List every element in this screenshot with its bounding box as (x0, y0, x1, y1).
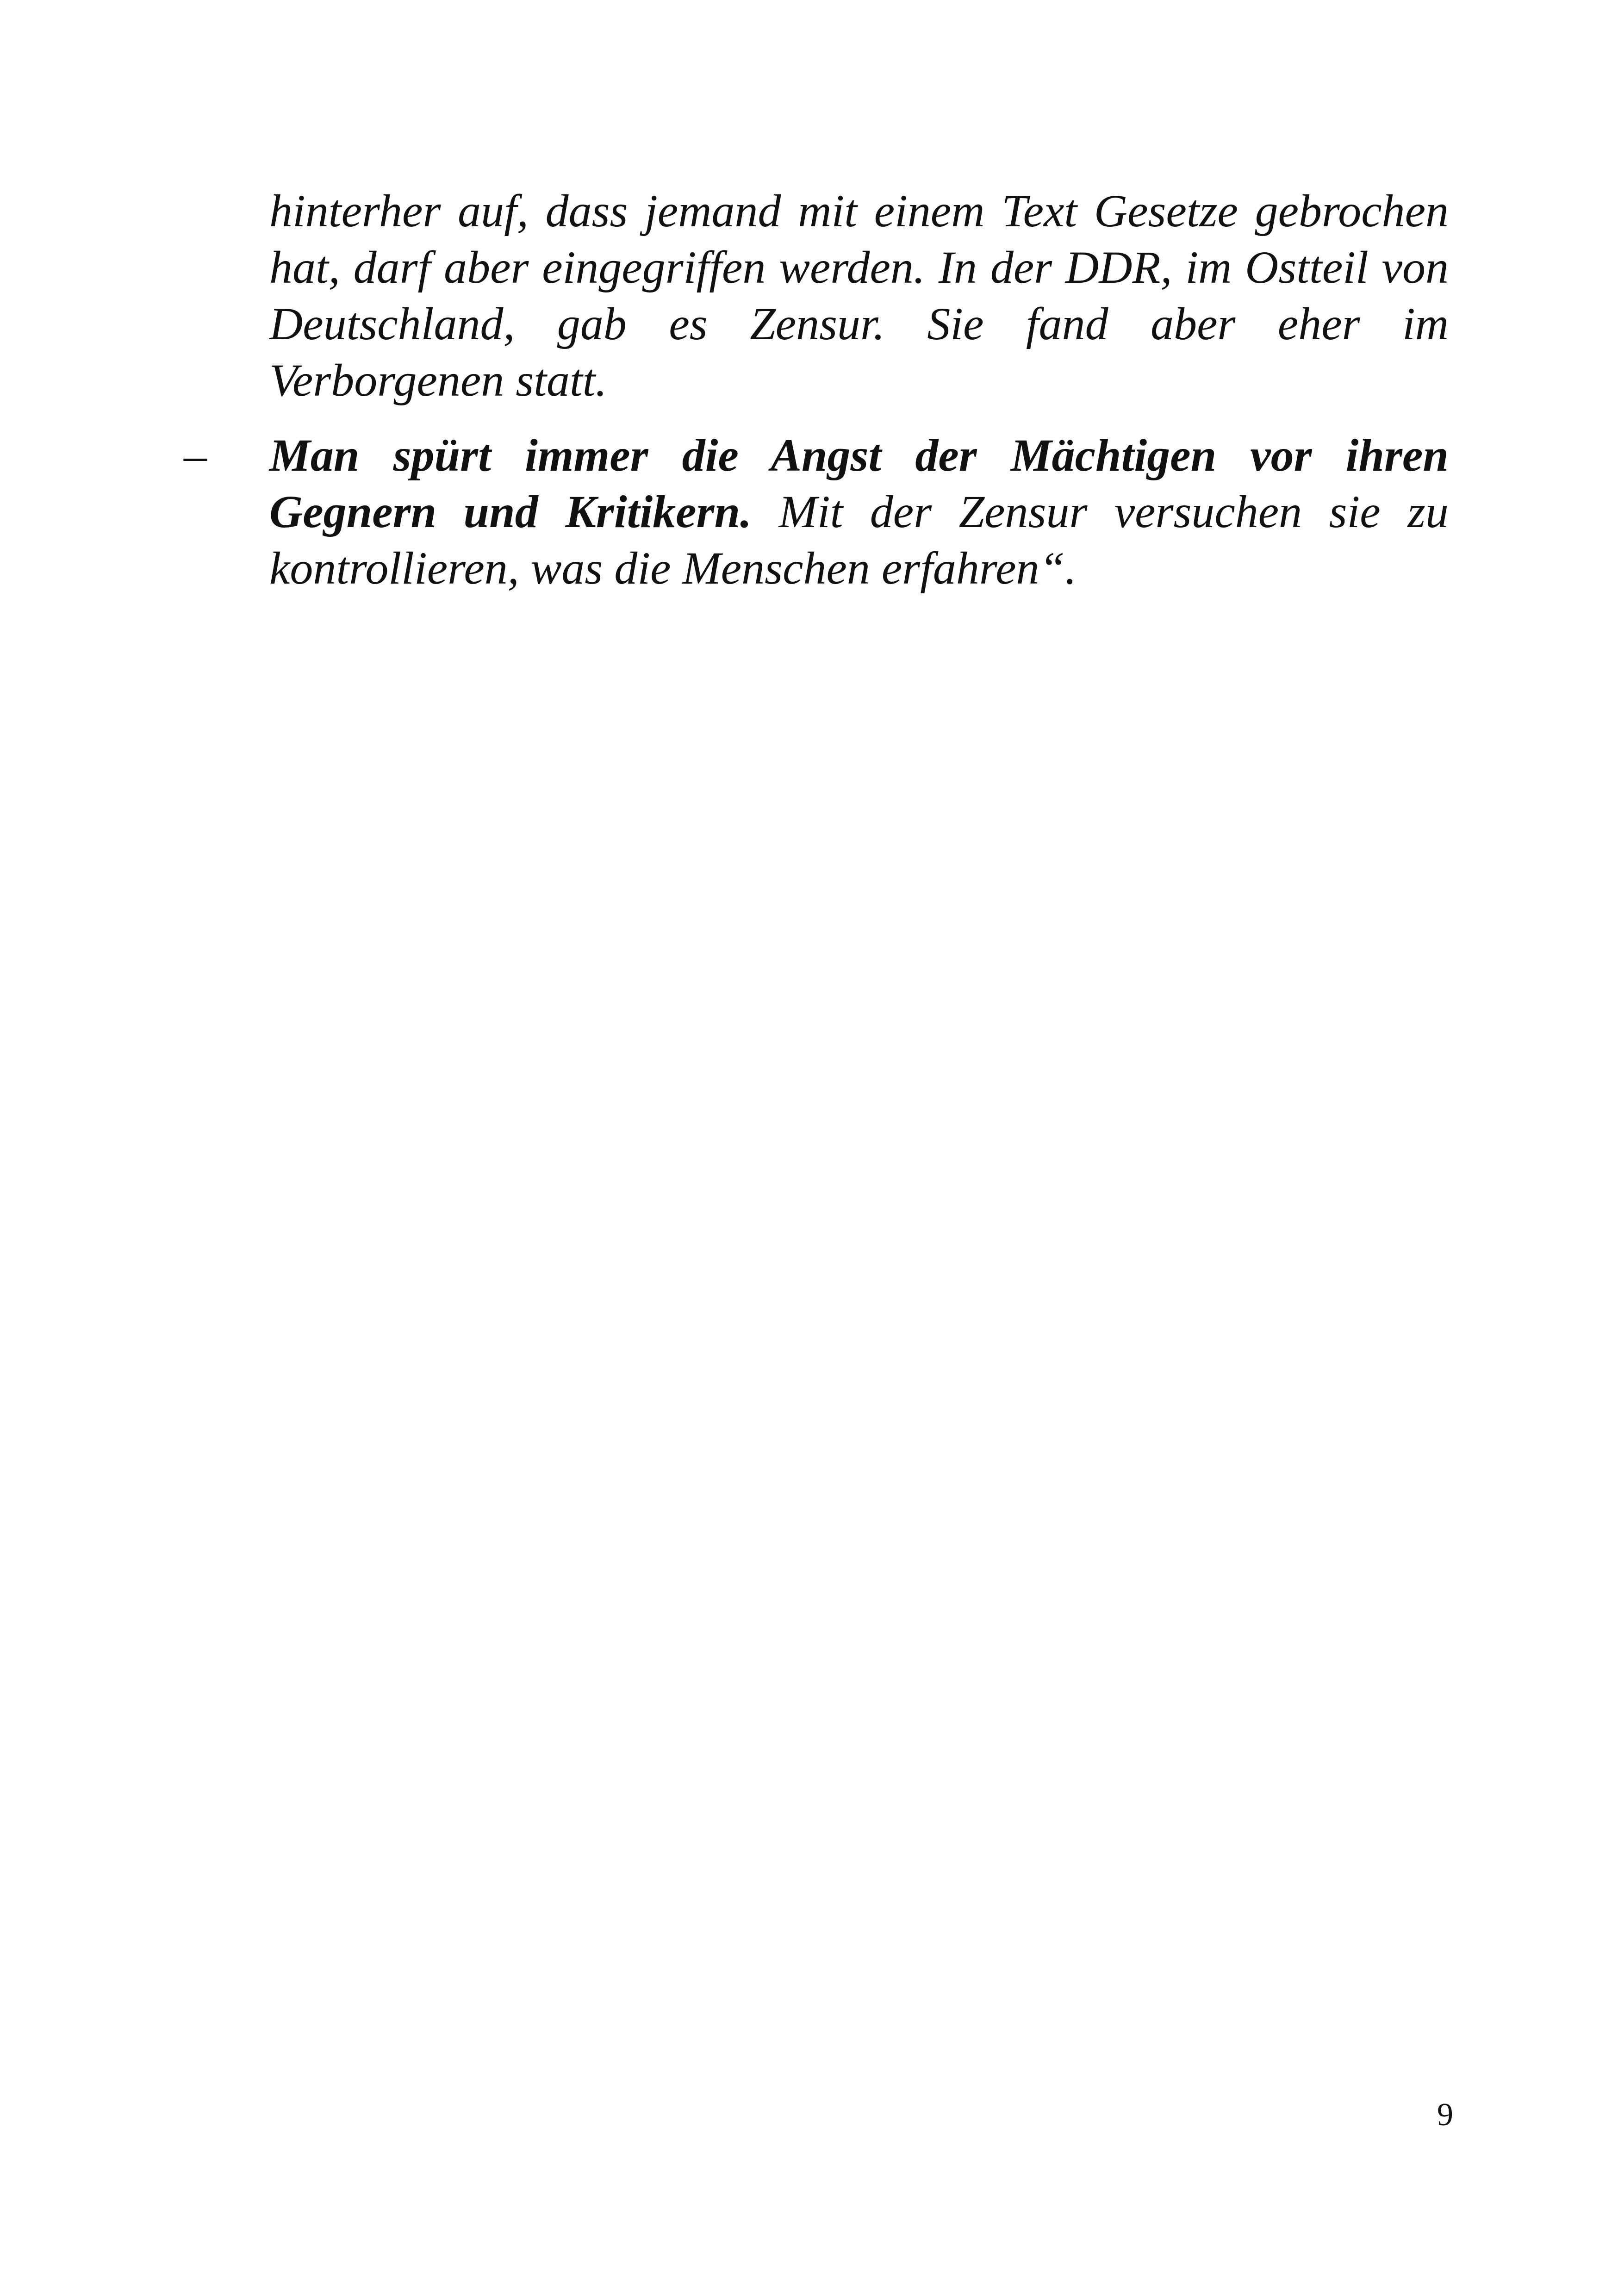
list-dash-marker: – (184, 429, 207, 481)
list-item-text (269, 427, 1449, 597)
list-item (184, 427, 1449, 597)
paragraph-continuation: hinterher auf, dass jemand mit einem Text Gesetze gebrochen hat, darf aber eingegriffen werden. In der DDR, im Ostteil von Deutschland, gab es Zensur. Sie fand aber eher im Verborgenen statt. (269, 185, 1449, 406)
page-number: 9 (1437, 2097, 1453, 2133)
list-item-bold-text: Man spürt immer die Angst der Mächtigen vor ihren Gegnern und Kritikern. (269, 429, 1449, 537)
list-item-regular-text: Mit der Zensur versuchen sie zu kontrollieren, was die Menschen erfahren“. (269, 486, 1449, 594)
page-body (184, 183, 1449, 597)
